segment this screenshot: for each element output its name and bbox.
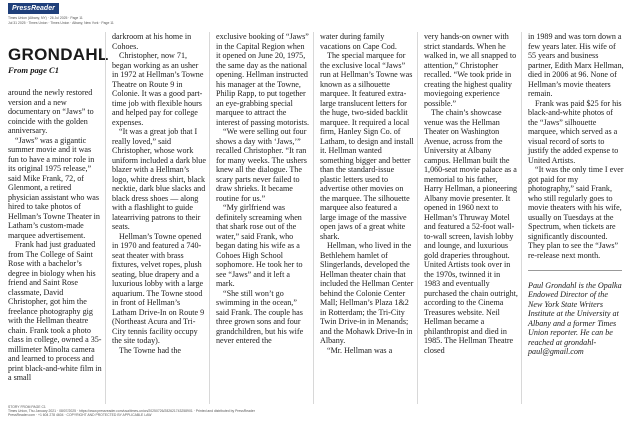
footer-copyright: PressReader.com · +1 604 278 4604 · COPYRIGHT AND PROTECTED BY APPLICABLE LAW [8, 413, 152, 418]
paragraph: around the newly restored version and a new documentary on “Jaws” to coincide with the golden anniversary. [8, 88, 94, 135]
paragraph: exclusive booking of “Jaws” in the Capital Region when it opened on June 20, 1975, the same day as the national opening. Hellman instructed his manager at the Towne, Philip Rapp, to put together an eye-grabbing special marquee to attract the interest of passing motorists. [216, 32, 310, 127]
paragraph: “Mr. Hellman was a [327, 345, 393, 355]
paragraph: “Jaws” was a gigantic summer movie and it was fun to have a minor role in its original 1975 release,” said Mike Frank, 72, of Glenmont, a retired physician assistant who was hired to take photos of Hellman’s Towne Theater in Latham’s custom-made marquee advertisement. [8, 135, 100, 240]
paragraph: “It was the only time I ever got paid for my photography,” said Frank, who still regularly goes to movie theaters with his wife, usually on Tuesdays at the Spectrum, when tickets are significantly discounted. They plan to see the “Jaws” re-release next month. [528, 165, 624, 260]
paragraph: Hellman’s Towne opened in 1970 and featured a 740-seat theater with brass fixtures, velvet ropes, plush seating, blue drapery and a luxurious lobby with a large aquarium. The Towne stood in front of Hellman’s Latham Drive-In on Route 9 (Northeast Acura and Tri-City tennis facility occupy the site today). [112, 231, 205, 345]
column-divider [417, 32, 418, 404]
article-column-1 [8, 32, 109, 383]
pressreader-logo[interactable]: PressReader [8, 3, 59, 14]
column-divider [313, 32, 314, 404]
paragraph: Frank had just graduated from The College of Saint Rose with a bachelor’s degree in biology when his friend and Saint Rose classmate, David Christopher, got him the freelance photography gig with the Hellman theatre chain. Frank took a photo class in college, owned a 35-millimeter Minolta camera and learned to process and print black-and-white film in a small [8, 240, 102, 382]
paragraph: “She still won’t go swimming in the ocean,” said Frank. The couple has three grown sons and four grandchildren, but his wife never entered the [216, 288, 304, 345]
paragraph: The special marquee for the exclusive local “Jaws” run at Hellman’s Towne was known as a silhouette marquee. It featured extra-large translucent letters for the huge, two-sided backlit marquee. It required a local firm, Hanley Sign Co. of Latham, to design and install it. Hellman wanted something bigger and better than the standard-issue plastic letters used to advertise other movies on the marquee. The silhouette marquee also featured a large image of the massive open jaws of a great white shark. [320, 51, 414, 241]
paragraph: “My girlfriend was definitely screaming when that shark rose out of the water,” said Frank, who began dating his wife as a Cohoes High School sophomore. He took her to see “Jaws” and it left a mark. [216, 203, 303, 288]
page-footer [8, 405, 632, 418]
column-divider [209, 32, 210, 404]
article-column-6 [528, 32, 624, 357]
paragraph: The Towne had the [119, 345, 181, 355]
paragraph: darkroom at his home in Cohoes. [112, 32, 192, 51]
continued-from-label: From page C1 [8, 65, 60, 75]
article-headline: GRONDAHL [8, 45, 109, 64]
paragraph: “We were selling out four shows a day with ‘Jaws,’” recalled Christopher. “It ran for many weeks. The ushers knew all the dialogue. The scary parts never failed to draw shrieks. It became routine for us.” [216, 127, 307, 203]
paragraph: Christopher, now 71, began working as an usher in 1972 at Hellman’s Towne Theatre on Route 9 in Colonie. It was a good part-time job with flexible hours and helped pay for college expenses. [112, 51, 204, 127]
article-column-3 [216, 32, 310, 346]
paragraph: very hands-on owner with strict standards. When he walked in, we all snapped to attention,” Christopher recalled. “We took pride in creating the highest quality moviegoing experience possible.” [424, 32, 517, 108]
publication-info-line: Times Union (Albany, NY) · 26 Jul 2025 · Page 11 [8, 16, 83, 20]
article-column-2 [112, 32, 206, 355]
article-column-4 [320, 32, 414, 355]
paragraph: The chain’s showcase venue was the Hellman Theater on Washington Avenue, across from the University at Albany campus. Hellman built the 1,060-seat movie palace as a memorial to his father, Harry Hellman, a pioneering Albany movie presenter. It opened in 1960 next to Hellman’s Thruway Motel and featured a 52-foot wall-to-wall screen, lavish lobby and lounge, and luxurious gold draperies throughout. United Artists took over in the 1970s, twinned it in 1983 and eventually purchased the chain outright, according to the Cinema Treasures website. Neil Hellman became a philanthropist and died in 1985. The Hellman Theatre closed [424, 108, 518, 355]
publication-header [8, 3, 632, 29]
article-page [8, 32, 632, 404]
paragraph: Hellman, who lived in the Bethlehem hamlet of Slingerlands, developed the Hellman theater chain that included the Hellman Center behind the Colonie Center Mall; Hellman’s Plaza 1&2 in Rotterdam; the Tri-City Twin Drive-in in Menands; and the Mohawk Drive-In in Albany. [320, 241, 414, 345]
paragraph: water during family vacations on Cape Cod. [320, 32, 397, 51]
author-byline: Paul Grondahl is the Opalka Endowed Director of the New York State Writers Institute at the University at Albany and a former Times Union reporter. He can be reached at grondahl-paul@gmail.com [528, 280, 622, 357]
footer-section-label: STORY FROM PAGE C1 [8, 405, 46, 409]
publication-date-line: Jul 31 2025 · Times Union · Times Union · Albany, New York · Page 11 [8, 21, 114, 25]
article-column-5 [424, 32, 518, 355]
paragraph: “It was a great job that I really loved,” said Christopher, whose work uniform included a dark blue blazer with a Hellman’s logo, white dress shirt, black necktie, dark blue slacks and black dress shoes — along with a flashlight to guide latearriving patrons to their seats. [112, 127, 206, 231]
byline-divider [528, 270, 622, 271]
footer-source-link[interactable]: Times Union, Thu January 2021 · 08/07/2025 · https://www.pressreader.com/usa/times-union/20250726/282621743258901 · Printed and distributed by PressReader [8, 409, 255, 414]
column-divider [105, 32, 106, 404]
paragraph: in 1989 and was torn down a few years later. His wife of 55 years and business partner, Edith Marx Hellman, died in 2006 at 96. None of Hellman’s movie theaters remain. [528, 32, 624, 98]
paragraph: Frank was paid $25 for his black-and-white photos of the “Jaws” silhouette marquee, which served as a visual record of sorts to justify the added expense to United Artists. [528, 98, 622, 165]
column-divider [521, 32, 522, 404]
